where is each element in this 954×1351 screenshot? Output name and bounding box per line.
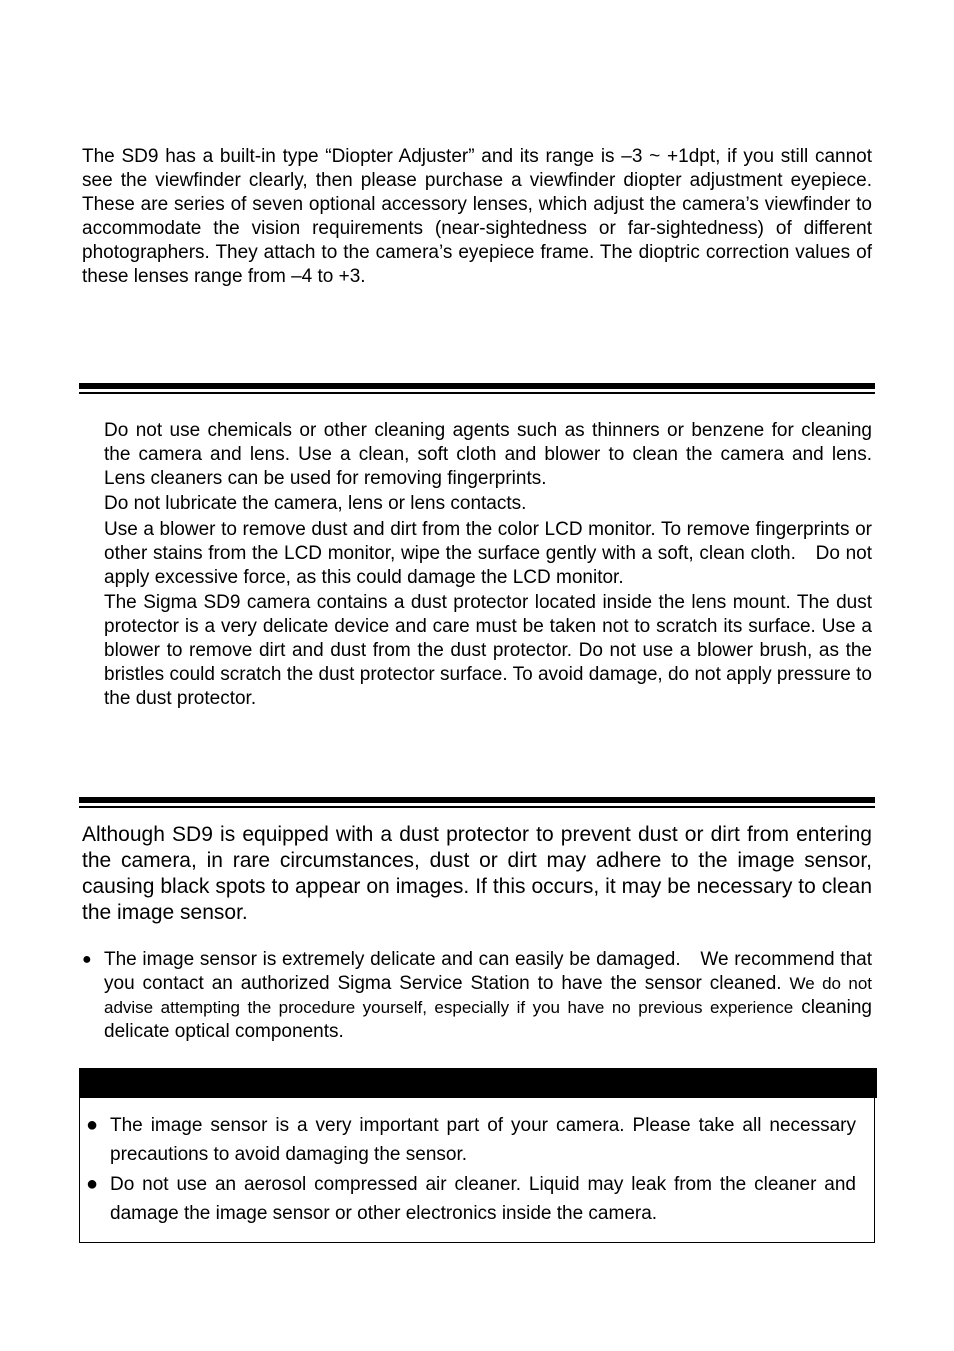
care-item-chemicals: Do not use chemicals or other cleaning agents such as thinners or benzene for cleaning the camera and lens. Use a clean, soft cloth and blower to clean the camera and lens. Lens cleaners can be used for removing fingerprints. (104, 420, 872, 489)
sensor-paragraph: Although SD9 is equipped with a dust protector to prevent dust or dirt from entering the camera, in rare circumstances, dust or dirt may adhere to the image sensor, causing black spots to appear on images. If this occurs, it may be necessary to clean the image sensor. (82, 823, 872, 924)
sensor-bullet-tail: cleaning delicate optical components. (104, 997, 872, 1042)
sensor-bullet (82, 948, 872, 1044)
sensor-bullet-small: We do not advise attempting the procedure yourself, especially if you have no previous experience (104, 974, 872, 1017)
caution-item: ● The image sensor is a very important part of your camera. Please take all necessary precautions to avoid damaging the sensor. (110, 1111, 856, 1169)
bullet-dot-icon: ● (86, 1173, 99, 1195)
caution-item: ● Do not use an aerosol compressed air cleaner. Liquid may leak from the cleaner and damage the image sensor or other electronics inside the camera. (110, 1170, 856, 1228)
diopter-paragraph: The SD9 has a built-in type “Diopter Adjuster” and its range is –3 ~ +1dpt, if you still cannot see the viewfinder clearly, then please purchase a viewfinder diopter adjustment eyepiece. These are series of seven optional accessory lenses, which adjust the camera’s viewfinder to accommodate the vision requirements (near-sightedness or far-sightedness) of different photographers. They attach to the camera’s eyepiece frame. The dioptric correction values of these lenses range from –4 to +3. (82, 146, 872, 287)
care-item-dust-protector: The Sigma SD9 camera contains a dust protector located inside the lens mount. The dust protector is a very delicate device and care must be taken not to scratch its surface. Use a blower to remove dirt and dust from the dust protector. Do not use a blower brush, as the bristles could scratch the dust protector surface. To avoid damage, do not apply pressure to the dust protector. (104, 592, 872, 709)
care-item-lubricate: Do not lubricate the camera, lens or lens contacts. (104, 493, 527, 514)
section-divider-sensor (79, 797, 875, 808)
caution-box (79, 1098, 875, 1243)
caution-header-bar (79, 1068, 877, 1098)
sensor-bullet-main: The image sensor is extremely delicate and can easily be damaged. We recommend that you contact an authorized Sigma Service Station to have the sensor cleaned. (104, 949, 872, 994)
bullet-dot-icon: ● (86, 1114, 99, 1136)
care-item-lcd: Use a blower to remove dust and dirt from the color LCD monitor. To remove fingerprints or other stains from the LCD monitor, wipe the surface gently with a soft, clean cloth. Do not apply excessive force, as this could damage the LCD monitor. (104, 519, 872, 588)
section-divider-care (79, 383, 875, 394)
bullet-dot-icon: ● (82, 951, 92, 968)
